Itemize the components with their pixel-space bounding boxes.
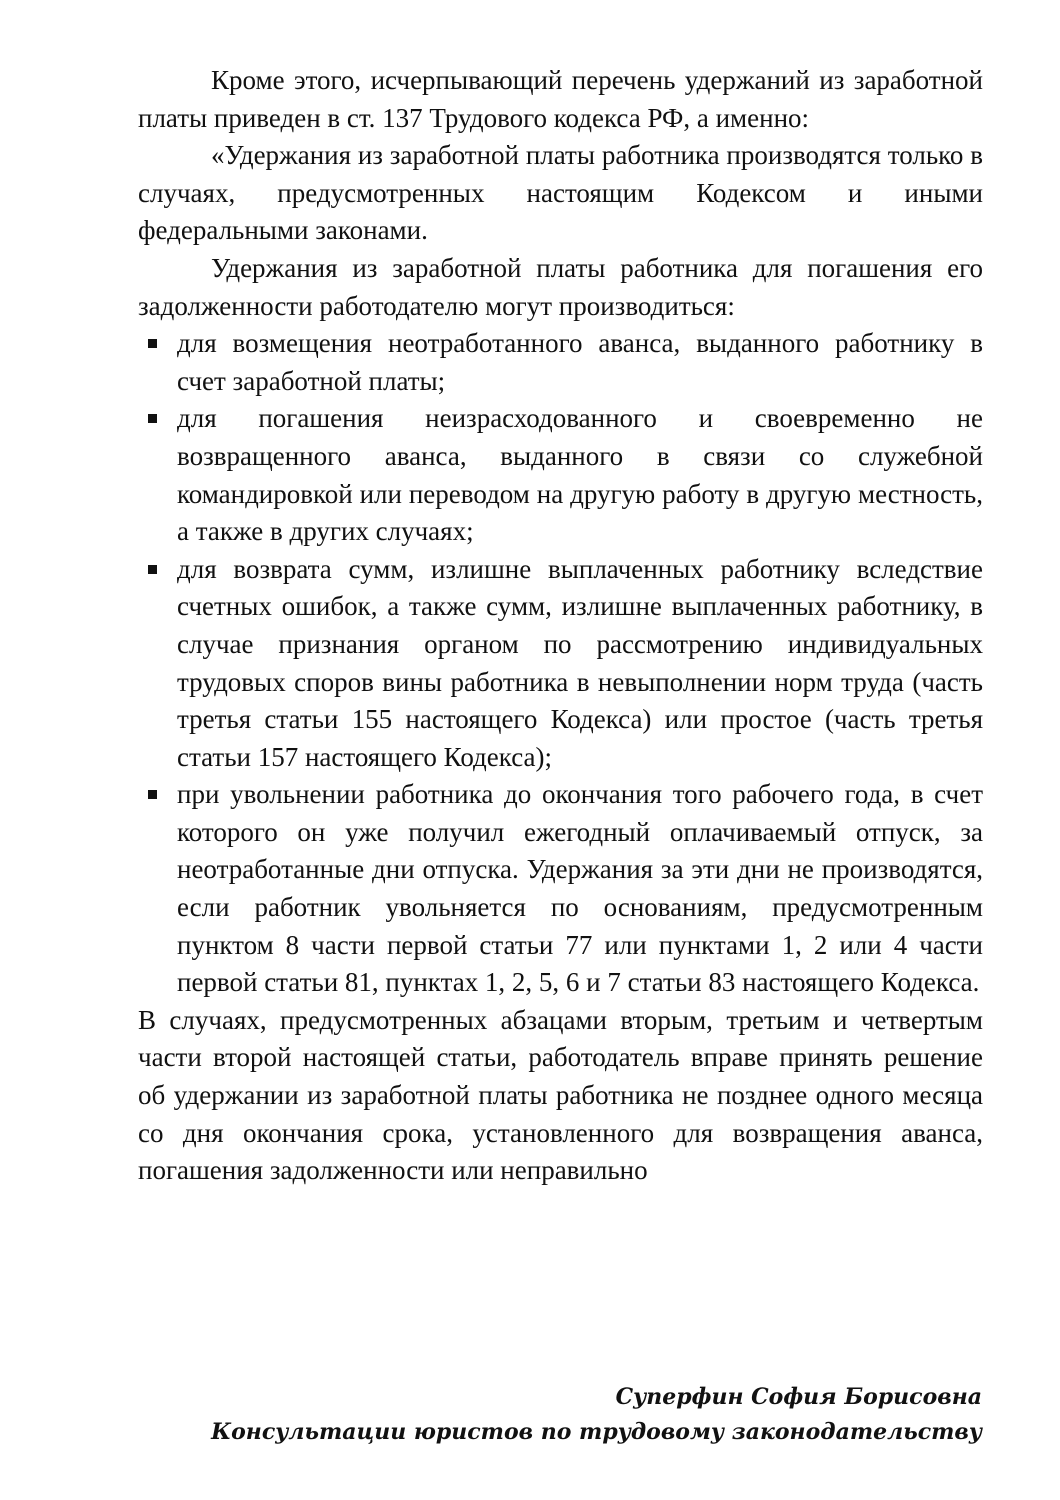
deductions-list bbox=[138, 325, 983, 1002]
intro-paragraph: Кроме этого, исчерпывающий перечень удержаний из заработной платы приведен в ст. 137 Трудового кодекса РФ, а именно: bbox=[138, 65, 983, 133]
footer-author: Суперфин София Борисовна bbox=[615, 1384, 982, 1410]
list-item bbox=[138, 325, 983, 400]
quote-paragraph: «Удержания из заработной платы работника производятся только в случаях, предусмотренных настоящим Кодексом и иными федеральными законами. bbox=[138, 140, 983, 246]
square-bullet-icon bbox=[148, 790, 157, 799]
list-item-text: для возврата сумм, излишне выплаченных работнику вследствие счетных ошибок, а также сумм, излишне выплаченных работнику, в случае признания органом по рассмотрению индивидуальных трудовых споров вины работника в невыполнении норм труда (часть третья статьи 155 настоящего Кодекса) или простое (часть третья статьи 157 настоящего Кодекса); bbox=[177, 553, 983, 772]
deductions-paragraph: Удержания из заработной платы работника для погашения его задолженности работодателю могут производиться: bbox=[138, 252, 983, 321]
list-item bbox=[138, 776, 983, 1002]
square-bullet-icon bbox=[148, 565, 157, 574]
square-bullet-icon bbox=[148, 339, 157, 348]
closing-paragraph: В случаях, предусмотренных абзацами вторым, третьим и четвертым части второй настоящей статьи, работодатель вправе принять решение об удержании из заработной платы работника не позднее одного месяца со дня окончания срока, установленного для возвращения аванса, погашения задолженности или неправильно bbox=[138, 1004, 983, 1186]
list-item-text: для погашения неизрасходованного и своевременно не возвращенного аванса, выданного в связи со служебной командировкой или переводом на другую работу в другую местность, а также в других случаях; bbox=[177, 403, 983, 547]
list-item-text: для возмещения неотработанного аванса, выданного работнику в счет заработной платы; bbox=[177, 328, 983, 396]
list-item-text: при увольнении работника до окончания того рабочего года, в счет которого он уже получил ежегодный оплачиваемый отпуск, за неотработанные дни отпуска. Удержания за эти дни не производятся, если работник увольняется по основаниям, предусмотренным пунктом 8 части первой статьи 77 или пунктами 1, 2 или 4 части первой статьи 81, пунктах 1, 2, 5, 6 и 7 статьи 83 настоящего Кодекса. bbox=[177, 779, 983, 998]
square-bullet-icon bbox=[148, 414, 157, 423]
footer-subtitle: Консультации юристов по трудовому законодательству bbox=[211, 1419, 982, 1445]
footer-signature bbox=[211, 1380, 982, 1450]
list-item bbox=[138, 551, 983, 777]
document-body bbox=[138, 62, 983, 1190]
list-item bbox=[138, 400, 983, 550]
